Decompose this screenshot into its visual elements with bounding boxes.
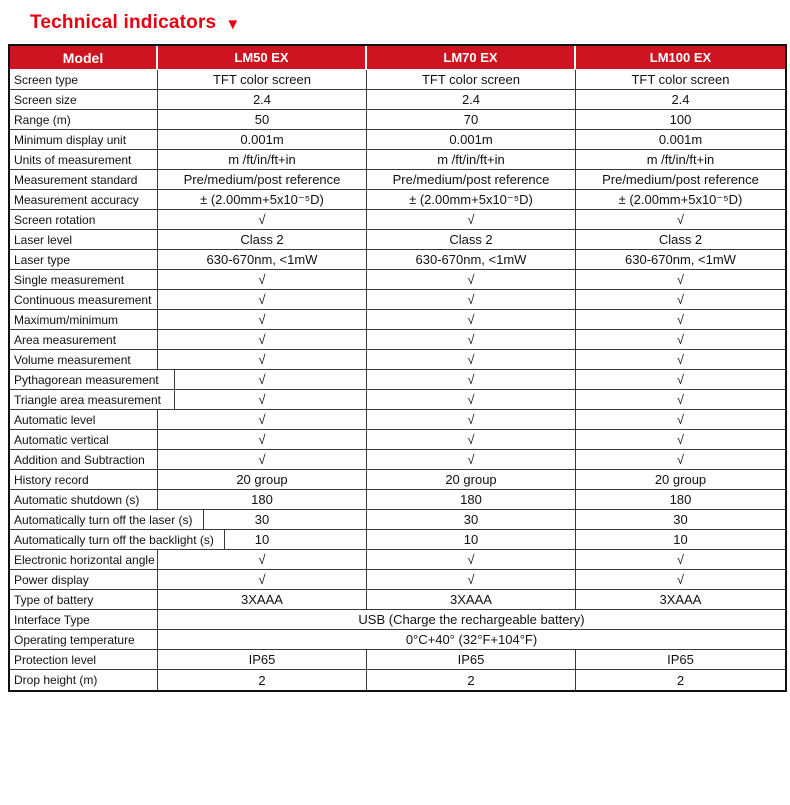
row-value: Pre/medium/post reference — [367, 170, 576, 190]
table-row — [10, 470, 785, 490]
row-value: √ — [576, 570, 785, 590]
table-row — [10, 610, 785, 630]
row-label: Measurement standard — [10, 170, 158, 190]
row-value: 70 — [367, 110, 576, 130]
row-value: √ — [576, 450, 785, 470]
table-row — [10, 270, 785, 290]
row-value: 180 — [576, 490, 785, 510]
row-value: m /ft/in/ft+in — [158, 150, 367, 170]
row-value: 100 — [576, 110, 785, 130]
row-value: √ — [576, 210, 785, 230]
row-value: IP65 — [367, 650, 576, 670]
row-value: TFT color screen — [158, 70, 367, 90]
row-value: √ — [367, 270, 576, 290]
row-label: Drop height (m) — [10, 670, 158, 690]
row-label: Interface Type — [10, 610, 158, 630]
row-value: Pre/medium/post reference — [576, 170, 785, 190]
table-row — [10, 290, 785, 310]
row-value: 50 — [158, 110, 367, 130]
row-label: Addition and Subtraction — [10, 450, 158, 470]
row-value: √ — [158, 450, 367, 470]
row-value: 10 — [367, 530, 576, 550]
row-value: 2 — [576, 670, 785, 690]
row-label: Screen type — [10, 70, 158, 90]
row-value: 0.001m — [158, 130, 367, 150]
row-value: √ — [158, 330, 367, 350]
table-row — [10, 130, 785, 150]
row-value: √ — [367, 290, 576, 310]
row-value: Class 2 — [367, 230, 576, 250]
row-value: √ — [158, 370, 367, 390]
table-row — [10, 390, 785, 410]
row-value: TFT color screen — [367, 70, 576, 90]
row-value: 630-670nm, <1mW — [576, 250, 785, 270]
row-label: Single measurement — [10, 270, 158, 290]
row-value: √ — [576, 550, 785, 570]
row-value: 10 — [576, 530, 785, 550]
row-value: √ — [158, 550, 367, 570]
table-row — [10, 410, 785, 430]
row-label-extended-box: Automatically turn off the laser (s) — [10, 510, 204, 529]
row-value: 0.001m — [367, 130, 576, 150]
triangle-down-icon: ▼ — [225, 15, 241, 33]
row-value-span: USB (Charge the rechargeable battery) — [158, 610, 785, 630]
spec-table-body — [10, 70, 785, 690]
row-value: √ — [158, 410, 367, 430]
column-header-model: Model — [10, 46, 158, 70]
table-row — [10, 490, 785, 510]
row-value: √ — [576, 290, 785, 310]
row-value: IP65 — [158, 650, 367, 670]
row-label-extended-box: Automatically turn off the backlight (s) — [10, 530, 225, 549]
table-row — [10, 90, 785, 110]
table-row — [10, 170, 785, 190]
row-label: Screen rotation — [10, 210, 158, 230]
row-value: 3XAAA — [576, 590, 785, 610]
row-value: 20 group — [158, 470, 367, 490]
row-label-extended-box: Triangle area measurement — [10, 390, 175, 409]
table-row — [10, 230, 785, 250]
row-value: 0.001m — [576, 130, 785, 150]
row-value: ± (2.00mm+5x10⁻⁵D) — [367, 190, 576, 210]
row-value: √ — [158, 270, 367, 290]
row-value: 20 group — [576, 470, 785, 490]
row-value: Class 2 — [576, 230, 785, 250]
row-label — [10, 390, 161, 410]
table-row — [10, 550, 785, 570]
row-label — [10, 530, 214, 550]
row-label: Operating temperature — [10, 630, 158, 650]
row-value: 3XAAA — [158, 590, 367, 610]
row-value: TFT color screen — [576, 70, 785, 90]
row-value: 30 — [576, 510, 785, 530]
row-value: √ — [576, 350, 785, 370]
row-label: Power display — [10, 570, 158, 590]
row-value: 30 — [367, 510, 576, 530]
row-value: √ — [367, 450, 576, 470]
row-value: √ — [576, 270, 785, 290]
row-value: √ — [158, 310, 367, 330]
table-row — [10, 310, 785, 330]
row-label: History record — [10, 470, 158, 490]
table-row — [10, 210, 785, 230]
row-label: Volume measurement — [10, 350, 158, 370]
column-header-lm70ex: LM70 EX — [367, 46, 576, 70]
row-label — [10, 370, 158, 390]
row-value: √ — [367, 350, 576, 370]
row-label: Laser level — [10, 230, 158, 250]
table-row — [10, 570, 785, 590]
row-label: Continuous measurement — [10, 290, 158, 310]
row-value: √ — [576, 370, 785, 390]
column-header-lm50ex: LM50 EX — [158, 46, 367, 70]
table-row — [10, 430, 785, 450]
table-row — [10, 350, 785, 370]
table-row — [10, 250, 785, 270]
row-value: √ — [158, 570, 367, 590]
row-value: 180 — [367, 490, 576, 510]
row-value: √ — [367, 390, 576, 410]
table-row — [10, 510, 785, 530]
page-title: Technical indicators — [30, 12, 217, 33]
row-value: √ — [158, 290, 367, 310]
row-label: Area measurement — [10, 330, 158, 350]
row-value: √ — [367, 410, 576, 430]
row-value: √ — [158, 350, 367, 370]
row-value: √ — [367, 550, 576, 570]
row-value-span: 0°C+40° (32°F+104°F) — [158, 630, 785, 650]
table-row — [10, 590, 785, 610]
row-label: Maximum/minimum — [10, 310, 158, 330]
row-label: Minimum display unit — [10, 130, 158, 150]
row-label: Protection level — [10, 650, 158, 670]
table-row — [10, 670, 785, 690]
row-value: 2 — [367, 670, 576, 690]
row-value: √ — [576, 310, 785, 330]
row-value: √ — [367, 310, 576, 330]
row-value: √ — [576, 330, 785, 350]
row-value: Pre/medium/post reference — [158, 170, 367, 190]
row-label: Automatic level — [10, 410, 158, 430]
table-row — [10, 70, 785, 90]
table-row — [10, 190, 785, 210]
row-label: Range (m) — [10, 110, 158, 130]
row-value: 30 — [158, 510, 367, 530]
row-value: √ — [158, 390, 367, 410]
row-label-extended-box: Pythagorean measurement — [10, 370, 175, 389]
section-title-bar — [0, 0, 790, 44]
row-value: m /ft/in/ft+in — [576, 150, 785, 170]
row-value: √ — [576, 410, 785, 430]
row-label: Type of battery — [10, 590, 158, 610]
row-value: √ — [576, 390, 785, 410]
row-value: 10 — [158, 530, 367, 550]
table-row — [10, 330, 785, 350]
row-label: Laser type — [10, 250, 158, 270]
table-row — [10, 530, 785, 550]
column-header-lm100ex: LM100 EX — [576, 46, 785, 70]
row-value: 3XAAA — [367, 590, 576, 610]
row-value: √ — [158, 210, 367, 230]
row-label: Automatic shutdown (s) — [10, 490, 158, 510]
table-row — [10, 370, 785, 390]
table-row — [10, 630, 785, 650]
row-label: Electronic horizontal angle — [10, 550, 158, 570]
row-value: 630-670nm, <1mW — [158, 250, 367, 270]
row-value: √ — [367, 210, 576, 230]
row-value: Class 2 — [158, 230, 367, 250]
row-value: 180 — [158, 490, 367, 510]
row-value: √ — [367, 570, 576, 590]
row-value: 2.4 — [576, 90, 785, 110]
table-row — [10, 650, 785, 670]
row-value: IP65 — [576, 650, 785, 670]
row-label — [10, 510, 193, 530]
row-value: ± (2.00mm+5x10⁻⁵D) — [158, 190, 367, 210]
row-value: m /ft/in/ft+in — [367, 150, 576, 170]
table-row — [10, 110, 785, 130]
row-value: 2.4 — [367, 90, 576, 110]
row-label: Automatic vertical — [10, 430, 158, 450]
row-label: Units of measurement — [10, 150, 158, 170]
row-value: 630-670nm, <1mW — [367, 250, 576, 270]
row-value: 2.4 — [158, 90, 367, 110]
table-row — [10, 150, 785, 170]
table-row — [10, 450, 785, 470]
row-value: √ — [367, 330, 576, 350]
row-value: √ — [576, 430, 785, 450]
row-value: 20 group — [367, 470, 576, 490]
header-row — [10, 46, 785, 70]
row-value: √ — [158, 430, 367, 450]
row-label: Screen size — [10, 90, 158, 110]
row-value: ± (2.00mm+5x10⁻⁵D) — [576, 190, 785, 210]
row-value: 2 — [158, 670, 367, 690]
row-label: Measurement accuracy — [10, 190, 158, 210]
spec-table — [8, 44, 787, 692]
row-value: √ — [367, 370, 576, 390]
row-value: √ — [367, 430, 576, 450]
